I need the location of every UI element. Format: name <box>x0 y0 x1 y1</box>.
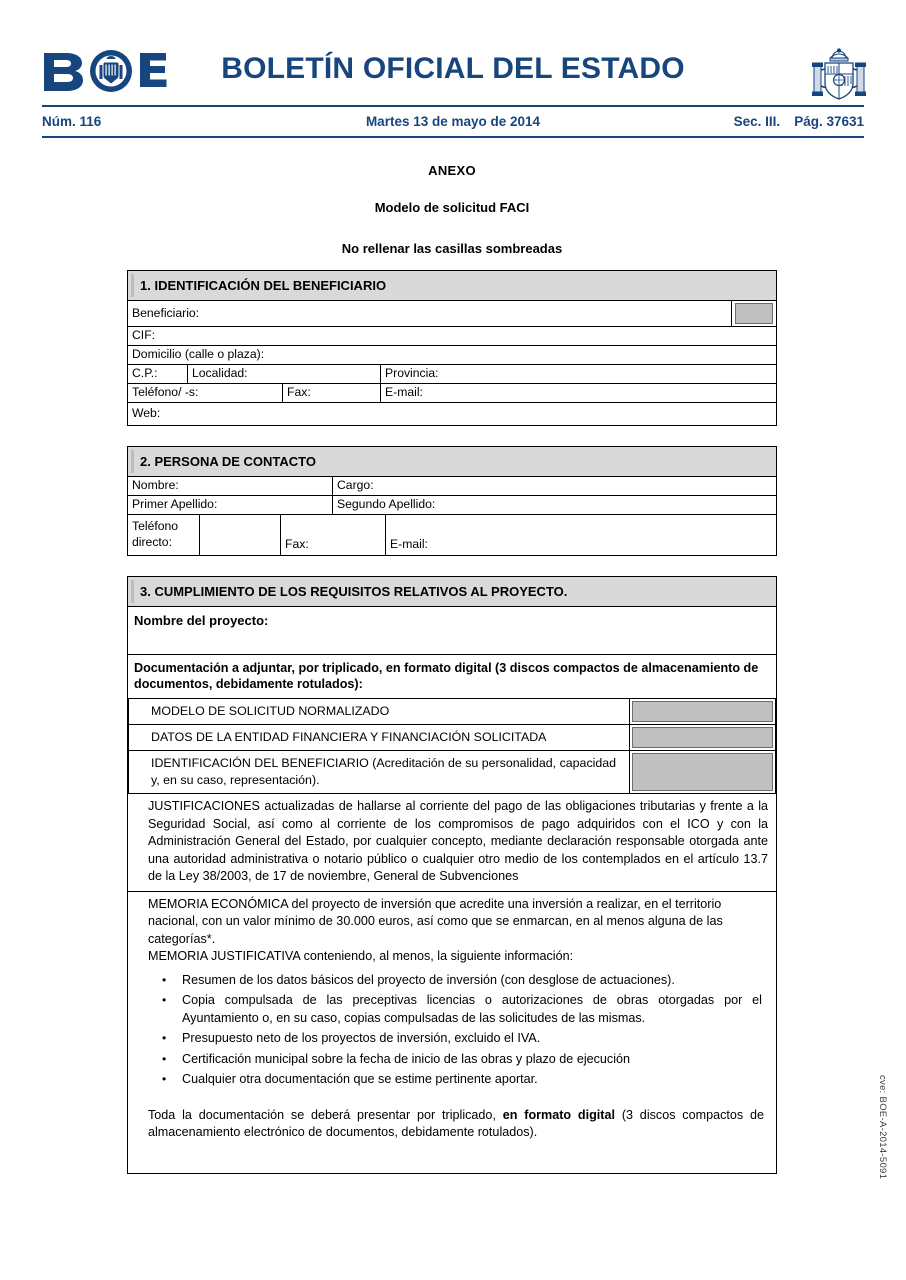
closing-text-part1: Toda la documentación se deberá presentar por triplicado, <box>148 1107 503 1122</box>
issue-date: Martes 13 de mayo de 2014 <box>365 114 541 129</box>
field-project-name[interactable]: Nombre del proyecto: <box>128 607 776 655</box>
field-primer-apellido[interactable]: Primer Apellido: <box>128 496 333 514</box>
checklist-label: IDENTIFICACIÓN DEL BENEFICIARIO (Acreditación de su personalidad, capacidad y, en su caso, representación). <box>128 751 629 793</box>
table-row <box>128 403 776 425</box>
field-cp[interactable]: C.P.: <box>128 365 188 383</box>
table-row <box>128 346 776 365</box>
field-telefonos[interactable]: Teléfono/ -s: <box>128 384 283 402</box>
shaded-box <box>632 701 773 722</box>
section-label: Sec. III. <box>733 114 781 129</box>
table-row <box>128 496 776 515</box>
field-localidad[interactable]: Localidad: <box>188 365 381 383</box>
memoria-bullet-list <box>148 972 768 1089</box>
field-contact-nombre[interactable]: Nombre: <box>128 477 333 495</box>
checklist-row <box>128 699 776 725</box>
table-row <box>128 384 776 403</box>
annex-title: ANEXO <box>428 163 476 178</box>
field-telefono-directo[interactable]: Teléfono directo: <box>128 515 200 555</box>
header-rule-bottom <box>42 136 864 138</box>
section-1-header: 1. IDENTIFICACIÓN DEL BENEFICIARIO <box>128 271 776 301</box>
cve-identifier: cve: BOE-A-2014-5091 <box>877 1075 888 1180</box>
field-contact-fax[interactable]: Fax: <box>281 515 386 555</box>
section-3-project-block <box>127 576 777 1174</box>
checklist-label: MODELO DE SOLICITUD NORMALIZADO <box>128 699 629 724</box>
justificaciones-paragraph: JUSTIFICACIONES actualizadas de hallarse al corriente del pago de las obligaciones tributarias y frente a la Seguridad Social, así como al corriente de los compromisos de pago adquiridos con el ICO y con la Administración General del Estado, por cualquier concepto, mediante declaración responsable otorgada ante una autoridad administrativa o notario público o cualquier otro medio de los contemplados en el artículo 13.7 de la Ley 38/2003, de 17 de noviembre, General de Subvenciones <box>128 794 776 892</box>
issue-number: Núm. 116 <box>42 114 102 129</box>
list-item: • Copia compulsada de las preceptivas licencias o autorizaciones de obras otorgadas por el Ayuntamiento o, en su caso, copias compulsadas de las solicitudes de las mismas. <box>182 992 768 1027</box>
table-row <box>128 477 776 496</box>
field-email[interactable]: E-mail: <box>385 385 423 399</box>
closing-text-part2: (3 discos compactos de almacenamiento electrónico de documentos, debidamente rotulados). <box>148 1107 765 1139</box>
field-cif[interactable]: CIF: <box>132 328 156 342</box>
beneficiario-shaded-cell <box>732 301 776 326</box>
closing-paragraph <box>148 1107 768 1142</box>
field-segundo-apellido[interactable]: Segundo Apellido: <box>337 497 436 511</box>
closing-text-bold: en formato digital <box>502 1107 616 1122</box>
checklist-row <box>128 751 776 793</box>
shaded-box <box>632 753 773 791</box>
table-row <box>128 515 776 555</box>
checklist-label: DATOS DE LA ENTIDAD FINANCIERA Y FINANCIACIÓN SOLICITADA <box>128 725 629 750</box>
masthead <box>0 0 906 108</box>
section-1-beneficiary-block <box>127 270 777 426</box>
field-provincia[interactable]: Provincia: <box>385 366 439 380</box>
checklist-table <box>128 699 776 794</box>
table-row <box>128 327 776 346</box>
field-domicilio[interactable]: Domicilio (calle o plaza): <box>132 347 265 361</box>
document-note: No rellenar las casillas sombreadas <box>341 241 563 256</box>
shaded-box <box>632 727 773 748</box>
document-body <box>127 163 777 1194</box>
section-2-header: 2. PERSONA DE CONTACTO <box>128 447 776 477</box>
list-item: • Cualquier otra documentación que se estime pertinente aportar. <box>182 1071 768 1089</box>
header-rule-top <box>42 105 864 107</box>
field-web[interactable]: Web: <box>132 406 161 420</box>
block-bottom-spacer <box>148 1142 768 1168</box>
header-meta-row <box>42 111 864 135</box>
checklist-checkbox-cell[interactable] <box>629 699 776 724</box>
memoria-block <box>128 892 776 1173</box>
field-contact-email[interactable]: E-mail: <box>390 537 428 551</box>
field-contact-cargo[interactable]: Cargo: <box>337 478 374 492</box>
table-row <box>128 301 776 327</box>
page-label: Pág. 37631 <box>794 114 864 129</box>
table-row <box>128 365 776 384</box>
coat-of-arms-icon <box>808 46 870 104</box>
memoria-justificativa-paragraph: MEMORIA JUSTIFICATIVA conteniendo, al menos, la siguiente información: <box>148 949 574 963</box>
masthead-title: BOLETÍN OFICIAL DEL ESTADO <box>221 52 685 85</box>
section-3-header: 3. CUMPLIMIENTO DE LOS REQUISITOS RELATIVOS AL PROYECTO. <box>128 577 776 607</box>
section-page <box>734 114 864 129</box>
checklist-row <box>128 725 776 751</box>
list-item: • Certificación municipal sobre la fecha de inicio de las obras y plazo de ejecución <box>182 1051 768 1069</box>
checklist-checkbox-cell[interactable] <box>629 725 776 750</box>
memoria-economica-paragraph: MEMORIA ECONÓMICA del proyecto de inversión que acredite una inversión a realizar, en el territorio nacional, con un valor mínimo de 30.000 euros, así como que se enmarcan, en al menos alguna de las categorías*. <box>148 896 723 946</box>
field-beneficiario[interactable]: Beneficiario: <box>128 301 732 326</box>
list-item: • Presupuesto neto de los proyectos de inversión, excluido el IVA. <box>182 1030 768 1048</box>
section-2-contact-block <box>127 446 777 556</box>
document-subtitle: Modelo de solicitud FACI <box>374 200 530 215</box>
field-telefono-directo-value[interactable] <box>200 515 281 555</box>
shaded-box <box>735 303 773 324</box>
list-item: • Resumen de los datos básicos del proyecto de inversión (con desglose de actuaciones). <box>182 972 768 990</box>
checklist-checkbox-cell[interactable] <box>629 751 776 793</box>
attachments-intro: Documentación a adjuntar, por triplicado, en formato digital (3 discos compactos de almacenamiento de documentos, debidamente rotulados): <box>128 655 776 699</box>
field-fax[interactable]: Fax: <box>283 384 381 402</box>
